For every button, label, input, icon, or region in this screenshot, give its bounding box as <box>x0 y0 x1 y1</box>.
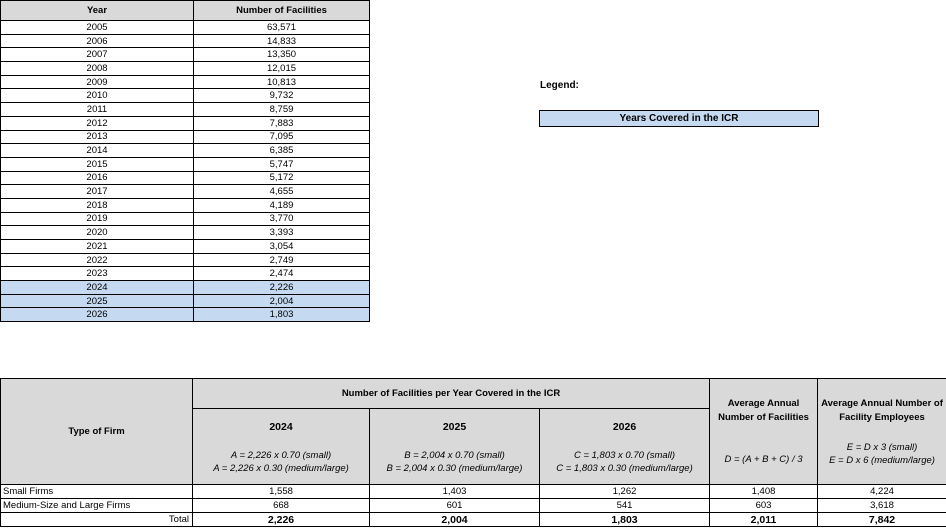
cell-avg-employees: 4,224 <box>818 485 946 499</box>
facilities-cell: 3,770 <box>194 212 370 226</box>
facilities-column-header: Number of Facilities <box>194 1 370 21</box>
table-row <box>1 294 370 308</box>
cell-2024: 1,558 <box>193 485 370 499</box>
total-label: Total <box>1 513 193 527</box>
year-cell: 2007 <box>1 48 194 62</box>
facilities-cell: 7,095 <box>194 130 370 144</box>
year-2024-label: 2024 <box>269 421 293 433</box>
firm-type-label: Medium-Size and Large Firms <box>1 499 193 513</box>
facilities-cell: 1,803 <box>194 308 370 322</box>
avg-facilities-header <box>710 379 818 485</box>
table-row <box>1 62 370 76</box>
avg-employees-header <box>818 379 946 485</box>
year-cell: 2026 <box>1 308 194 322</box>
avg-facilities-formula: D = (A + B + C) / 3 <box>724 454 803 465</box>
year-cell: 2015 <box>1 157 194 171</box>
facilities-cell: 8,759 <box>194 103 370 117</box>
cell-avg-facilities: 603 <box>710 499 818 513</box>
year-cell: 2016 <box>1 171 194 185</box>
table-row <box>1 75 370 89</box>
year-cell: 2024 <box>1 281 194 295</box>
year-cell: 2005 <box>1 21 194 35</box>
table-row <box>1 171 370 185</box>
firm-type-table <box>0 378 946 527</box>
year-column-header: Year <box>1 1 194 21</box>
table-row <box>1 103 370 117</box>
year-cell: 2008 <box>1 62 194 76</box>
firm-type-label: Small Firms <box>1 485 193 499</box>
facilities-cell: 2,226 <box>194 281 370 295</box>
table-row <box>1 308 370 322</box>
year-cell: 2025 <box>1 294 194 308</box>
facilities-cell: 13,350 <box>194 48 370 62</box>
firm-table-header-row-1 <box>1 379 946 409</box>
table-row <box>1 130 370 144</box>
year-cell: 2021 <box>1 240 194 254</box>
year-cell: 2012 <box>1 116 194 130</box>
table-row <box>1 253 370 267</box>
year-table-body <box>1 21 370 322</box>
facilities-cell: 3,054 <box>194 240 370 254</box>
total-avg-employees: 7,842 <box>818 513 946 527</box>
cell-2024: 668 <box>193 499 370 513</box>
table-row <box>1 144 370 158</box>
year-2026-formula-large: C = 1,803 x 0.30 (medium/large) <box>556 463 693 474</box>
facilities-cell: 4,189 <box>194 198 370 212</box>
year-cell: 2011 <box>1 103 194 117</box>
legend-covered-swatch: Years Covered in the ICR <box>539 110 819 127</box>
year-cell: 2006 <box>1 34 194 48</box>
cell-2025: 601 <box>370 499 540 513</box>
year-cell: 2022 <box>1 253 194 267</box>
year-cell: 2017 <box>1 185 194 199</box>
facilities-by-year-table <box>0 0 370 322</box>
facilities-cell: 5,747 <box>194 157 370 171</box>
table-row <box>1 226 370 240</box>
facilities-cell: 63,571 <box>194 21 370 35</box>
year-2026-header <box>540 409 710 485</box>
cell-avg-employees: 3,618 <box>818 499 946 513</box>
avg-employees-title: Average Annual Number of Facility Employees <box>821 398 943 423</box>
facilities-cell: 9,732 <box>194 89 370 103</box>
cell-2025: 1,403 <box>370 485 540 499</box>
year-cell: 2023 <box>1 267 194 281</box>
year-cell: 2014 <box>1 144 194 158</box>
table-row <box>1 185 370 199</box>
total-avg-facilities: 2,011 <box>710 513 818 527</box>
cell-avg-facilities: 1,408 <box>710 485 818 499</box>
year-2025-formula-large: B = 2,004 x 0.30 (medium/large) <box>386 463 523 474</box>
facilities-cell: 2,004 <box>194 294 370 308</box>
year-2024-header <box>193 409 370 485</box>
facilities-cell: 12,015 <box>194 62 370 76</box>
table-row <box>1 89 370 103</box>
cell-2026: 541 <box>540 499 710 513</box>
avg-employees-formula-large: E = D x 6 (medium/large) <box>829 455 935 466</box>
facilities-cell: 2,474 <box>194 267 370 281</box>
facilities-per-year-group-header: Number of Facilities per Year Covered in the ICR <box>193 379 710 409</box>
table-row <box>1 21 370 35</box>
facilities-cell: 6,385 <box>194 144 370 158</box>
facilities-cell: 10,813 <box>194 75 370 89</box>
facilities-cell: 7,883 <box>194 116 370 130</box>
legend-label: Legend: <box>540 80 579 91</box>
cell-2026: 1,262 <box>540 485 710 499</box>
avg-employees-formula-small: E = D x 3 (small) <box>846 442 918 453</box>
facilities-cell: 5,172 <box>194 171 370 185</box>
year-cell: 2009 <box>1 75 194 89</box>
total-row <box>1 513 946 527</box>
table-row <box>1 198 370 212</box>
year-table-header-row <box>1 1 370 21</box>
year-cell: 2018 <box>1 198 194 212</box>
year-cell: 2020 <box>1 226 194 240</box>
facilities-cell: 14,833 <box>194 34 370 48</box>
year-cell: 2013 <box>1 130 194 144</box>
year-2025-header <box>370 409 540 485</box>
year-2026-label: 2026 <box>612 421 637 433</box>
year-2025-formula-small: B = 2,004 x 0.70 (small) <box>404 450 505 461</box>
year-2025-label: 2025 <box>442 421 467 433</box>
table-row <box>1 34 370 48</box>
table-row <box>1 267 370 281</box>
year-cell: 2019 <box>1 212 194 226</box>
year-2026-formula-small: C = 1,803 x 0.70 (small) <box>573 450 676 461</box>
facilities-cell: 4,655 <box>194 185 370 199</box>
total-2025: 2,004 <box>370 513 540 527</box>
table-row <box>1 116 370 130</box>
table-row <box>1 212 370 226</box>
type-of-firm-header: Type of Firm <box>1 379 193 485</box>
facilities-cell: 3,393 <box>194 226 370 240</box>
avg-facilities-title: Average Annual Number of Facilities <box>718 398 809 423</box>
table-row <box>1 485 946 499</box>
year-2024-formula-large: A = 2,226 x 0.30 (medium/large) <box>213 463 349 474</box>
table-row <box>1 157 370 171</box>
year-2024-formula-small: A = 2,226 x 0.70 (small) <box>230 450 332 461</box>
table-row <box>1 48 370 62</box>
facilities-cell: 2,749 <box>194 253 370 267</box>
table-row <box>1 281 370 295</box>
table-row <box>1 240 370 254</box>
total-2024: 2,226 <box>193 513 370 527</box>
year-cell: 2010 <box>1 89 194 103</box>
table-row <box>1 499 946 513</box>
total-2026: 1,803 <box>540 513 710 527</box>
